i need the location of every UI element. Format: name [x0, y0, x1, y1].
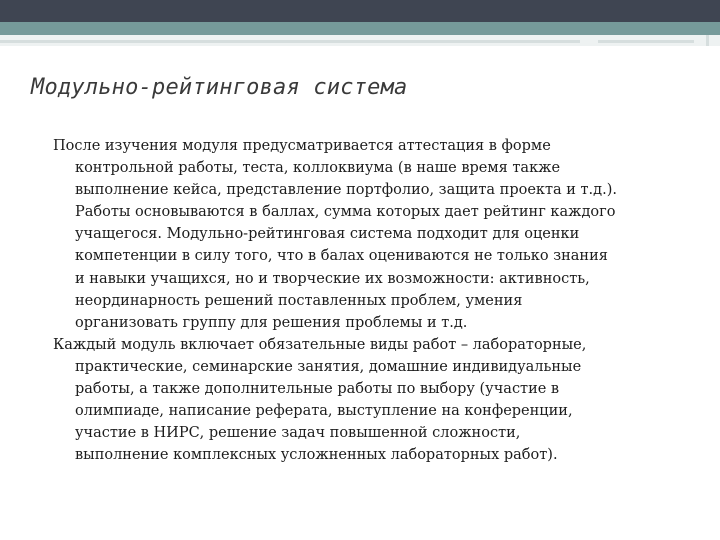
- header-rule: [0, 40, 580, 43]
- body-paragraph: После изучения модуля предусматривается аттестация в форме контрольной работы, теста, коллоквиума (в наше время также выполнение кейса, представление портфолио, защита проекта и т.д.). Работы основываются в баллах, сумма которых дает рейтинг каждого учащегося. Модульно-рейтинговая система подходит для оценки компетенции в силу того, что в балах оцениваются не только знания и навыки учащихся, но и творческие их возможности: активность, неординарность решений поставленных проблем, умения организовать группу для решения проблемы и т.д.: [53, 138, 617, 331]
- header-band-dark: [0, 0, 720, 22]
- header-band-teal: [0, 22, 720, 35]
- header-rule: [706, 35, 709, 46]
- slide-title: Модульно-рейтинговая система: [31, 75, 408, 100]
- header-rule: [598, 40, 694, 43]
- slide-body: [53, 135, 618, 466]
- body-paragraph: Каждый модуль включает обязательные виды работ – лабораторные, практические, семинарские занятия, домашние индивидуальные работы, а также дополнительные работы по выбору (участие в олимпиаде, написание реферата, выступление на конференции, участие в НИРС, решение задач повышенной сложности, выполнение комплексных усложненных лабораторных работ).: [53, 336, 587, 464]
